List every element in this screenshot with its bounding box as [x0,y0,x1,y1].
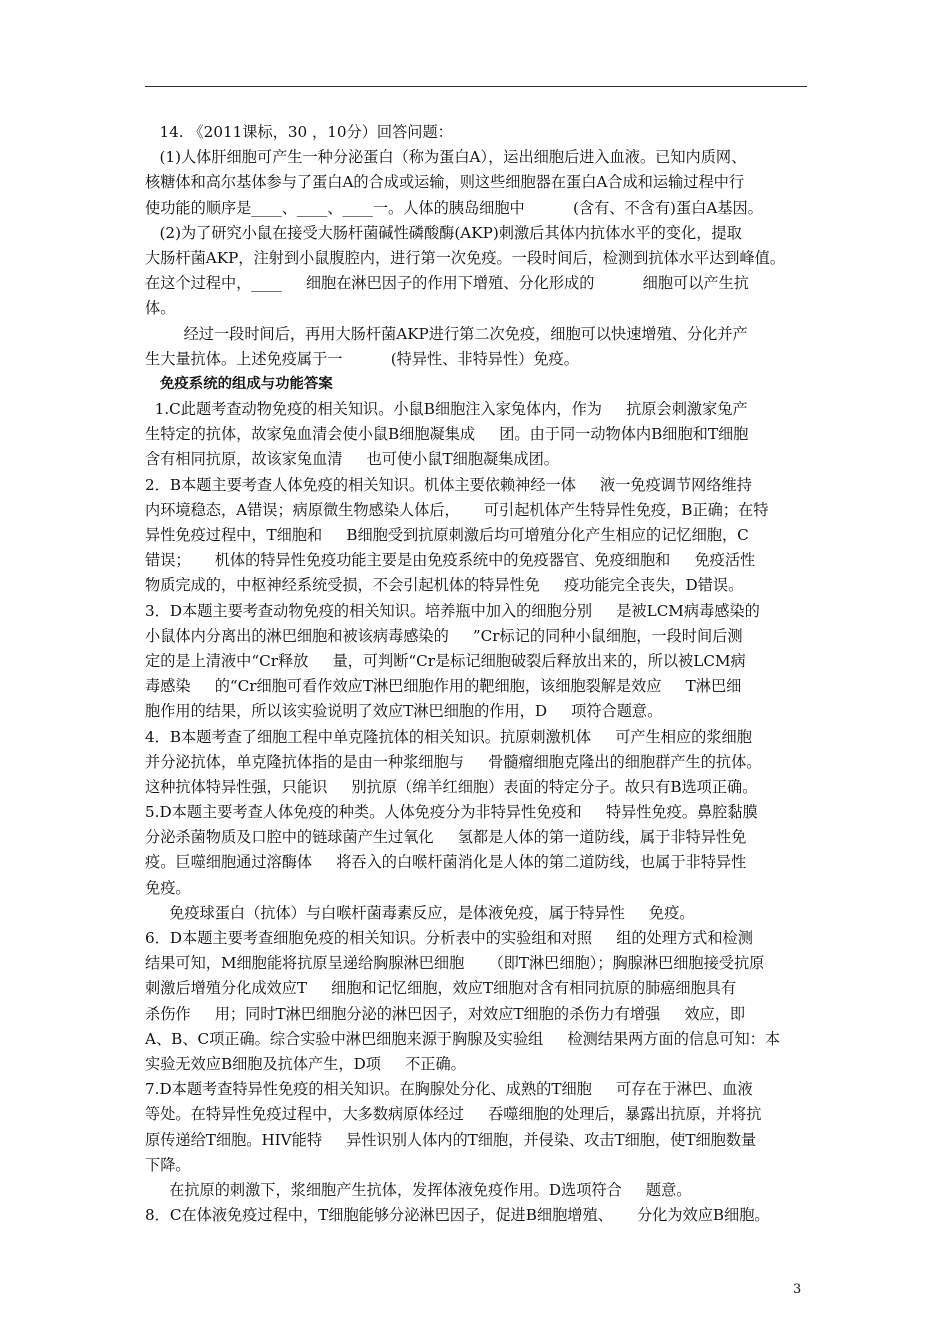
text-line: 含有相同抗原，故该家兔血清 也可使小鼠T细胞凝集成团。 [145,450,559,469]
text-line: 免疫球蛋白（抗体）与白喉杆菌毒素反应，是体液免疫，属于特异性 免疫。 [145,903,695,922]
text-line: 定的是上清液中“Cr释放 量，可判断“Cr是标记细胞破裂后释放出来的，所以被LCM病 [145,651,746,670]
document-body [145,120,811,1228]
text-line: 等处。在特异性免疫过程中，大多数病原体经过 吞噬细胞的处理后，暴露出抗原，并将抗 [145,1105,762,1124]
text-line: 4．B本题考查了细胞工程中单克隆抗体的相关知识。抗原刺激机体 可产生相应的浆细胞 [145,727,752,746]
text-line: 免疫。 [145,878,191,897]
text-line: 胞作用的结果，所以该实验说明了效应T淋巴细胞的作用，D 项符合题意。 [145,702,663,721]
text-line: 8．C在体液免疫过程中，T细胞能够分泌淋巴因子，促进B细胞增殖、 分化为效应B细胞。 [145,1206,770,1225]
text-line: 生大量抗体。上述免疫属于一 (特异性、非特异性）免疫。 [145,349,579,368]
text-line: 7.D本题考查特异性免疫的相关知识。在胸腺处分化、成熟的T细胞 可存在于淋巴、血液 [145,1080,753,1099]
text-line: 内环境稳态，A错误；病原微生物感染人体后， 可引起机体产生特异性免疫，B正确；在特 [145,500,769,519]
text-line: A、B、C项正确。综合实验中淋巴细胞来源于胸腺及实验组 检测结果两方面的信息可知：本 [145,1029,781,1048]
text-line: 异性免疫过程中，T细胞和 B细胞受到抗原刺激后均可增殖分化产生相应的记忆细胞，C [145,526,749,544]
text-line: 2．B本题主要考查人体免疫的相关知识。机体主要依赖神经一体 液一免疫调节网络维持 [145,475,752,494]
text-line: 疫。巨噬细胞通过溶酶体 将吞入的白喉杆菌消化是人体的第二道防线，也属于非特异性 [145,853,747,872]
text-line: 在抗原的刺激下，浆细胞产生抗体，发挥体液免疫作用。D选项符合 题意。 [145,1180,692,1199]
text-line: 杀伤作 用；同时T淋巴细胞分泌的淋巴因子，对效应T细胞的杀伤力有增强 效应，即 [145,1004,746,1023]
text-line: 经过一段时间后，再用大肠杆菌AKP进行第二次免疫，细胞可以快速增殖、分化并产 [145,324,748,343]
text-line: 在这个过程中，____ 细胞在淋巴因子的作用下增殖、分化形成的 细胞可以产生抗 [145,274,749,293]
text-line: 核糖体和高尔基体参与了蛋白A的合成或运输，则这些细胞器在蛋白A合成和运输过程中行 [145,173,745,192]
text-line: 分泌杀菌物质及口腔中的链球菌产生过氧化 氢都是人体的第一道防线，属于非特异性免 [145,828,747,847]
text-line: 6．D本题主要考查细胞免疫的相关知识。分析表中的实验组和对照 组的处理方式和检测 [145,929,753,947]
text-line: 大肠杆菌AKP，注射到小鼠腹腔内，进行第一次免疫。一段时间后，检测到抗体水平达到峰值。 [145,248,786,267]
text-line: (2)为了研究小鼠在接受大肠杆菌碱性磷酸酶(AKP)刺激后其体内抗体水平的变化，提取 [145,223,742,242]
text-line: 5.D本题主要考查人体免疫的种类。人体免疫分为非特异性免疫和 特异性免疫。鼻腔黏膜 [145,803,758,822]
text-line: 体。 [145,299,176,318]
text-line: 生特定的抗体，故家兔血清会使小鼠B细胞凝集成 团。由于同一动物体内B细胞和T细胞 [145,425,749,444]
text-line: 物质完成的，中枢神经系统受损，不会引起机体的特异性免 疫功能完全丧失，D错误。 [145,576,744,595]
text-line: 3．D本题主要考查动物免疫的相关知识。培养瓶中加入的细胞分别 是被LCM病毒感染的 [145,601,760,620]
page-number: 3 [793,1282,802,1297]
text-line: 使功能的顺序是____、____、____一。人体的胰岛细胞中 (含有、不含有)蛋白A基因。 [145,198,763,217]
text-line: 这种抗体特异性强，只能识 别抗原（绵羊红细胞）表面的特定分子。故只有B选项正确。 [145,777,758,796]
text-line: 小鼠体内分离出的淋巴细胞和被该病毒感染的 ”Cr标记的同种小鼠细胞，一段时间后测 [145,626,743,645]
text-line: 并分泌抗体，单克隆抗体指的是由一种浆细胞与 骨髓瘤细胞克隆出的细胞群产生的抗体。 [145,752,762,771]
text-line: 原传递给T细胞。HIV能特 异性识别人体内的T细胞，并侵染、攻击T细胞，使T细胞数量 [145,1130,757,1149]
section-heading: 免疫系统的组成与功能答案 [145,375,333,392]
text-line: 下降。 [145,1155,191,1174]
header-rule [145,86,807,87]
text-line: 14. 《2011课标，30 ，10分）回答问题： [145,123,453,141]
text-line: 结果可知，M细胞能将抗原呈递给胸腺淋巴细胞 （即T淋巴细胞）；胸腺淋巴细胞接受抗原 [145,954,765,973]
text-line: 毒感染 的“Cr细胞可看作效应T淋巴细胞作用的靶细胞，该细胞裂解是效应 T淋巴细 [145,677,742,696]
text-line: 错误； 机体的特异性免疫功能主要是由免疫系统中的免疫器官、免疫细胞和 免疫活性 [145,551,756,570]
text-line: (1)人体肝细胞可产生一种分泌蛋白（称为蛋白A），运出细胞后进入血液。已知内质网、 [145,148,747,167]
text-line: 1.C此题考查动物免疫的相关知识。小鼠B细胞注入家兔体内，作为 抗原会刺激家兔产 [145,400,748,419]
text-line: 刺激后增殖分化成效应T 细胞和记忆细胞，效应T细胞对含有相同抗原的肺癌细胞具有 [145,979,737,998]
text-line: 实验无效应B细胞及抗体产生，D项 不正确。 [145,1054,466,1073]
